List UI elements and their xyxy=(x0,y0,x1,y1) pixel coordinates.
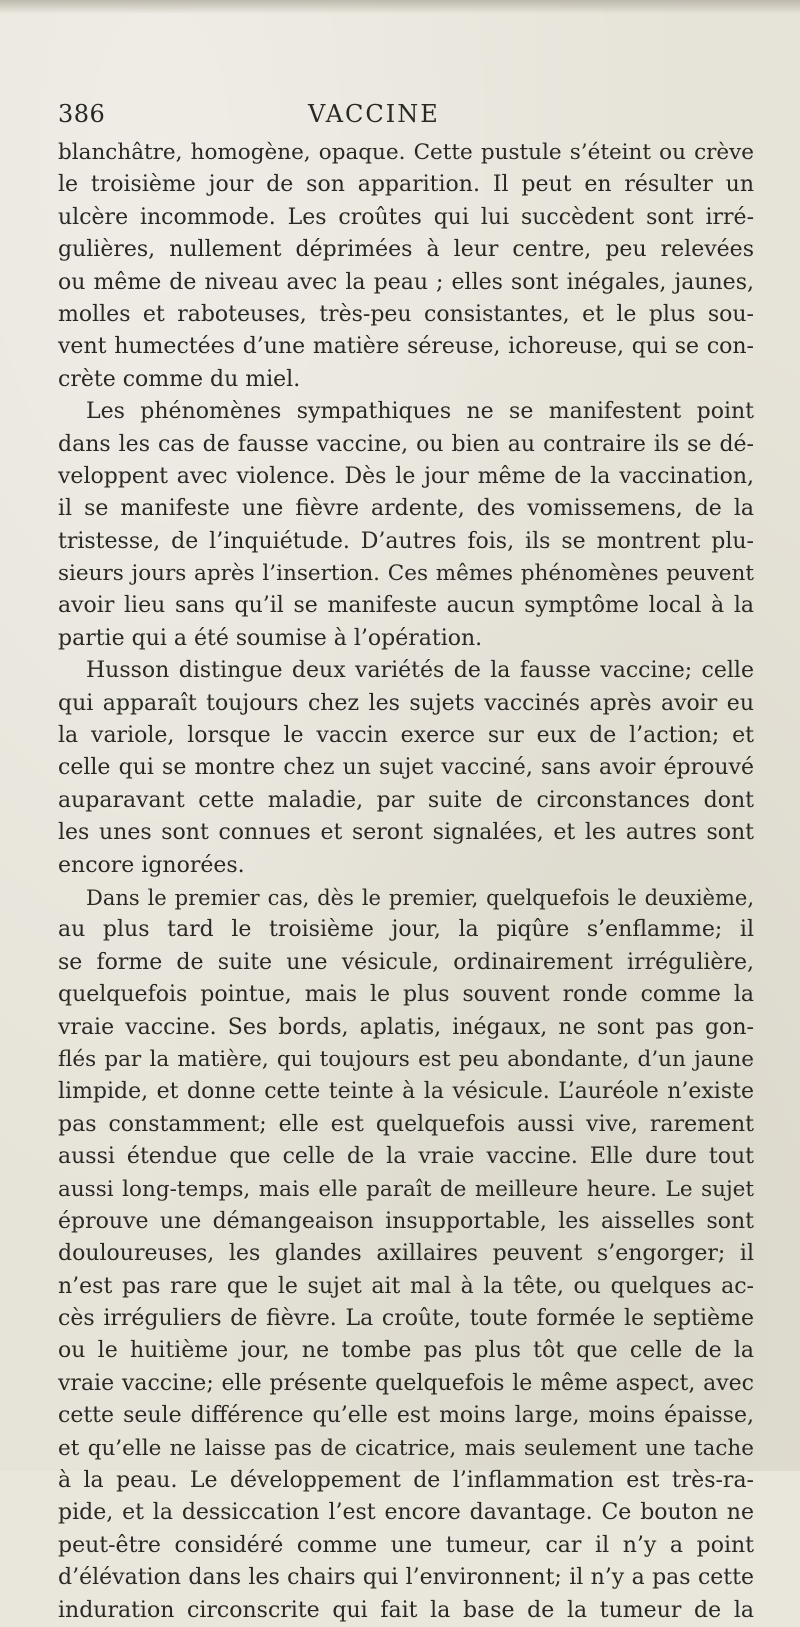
text-line: Husson distingue deux variétés de la fausse vaccine; celle xyxy=(86,658,754,684)
text-line: flés par la matière, qui toujours est peu abondante, d’un jaune xyxy=(58,1046,754,1072)
text-line: aussi long-temps, mais elle paraît de meilleure heure. Le sujet xyxy=(58,1176,754,1202)
text-line: au plus tard le troisième jour, la piqûre s’enflamme; il xyxy=(58,917,754,943)
text-line: quelquefois pointue, mais le plus souvent ronde comme la xyxy=(58,982,754,1008)
body-text xyxy=(58,137,754,1627)
text-line: celle qui se montre chez un sujet vacciné, sans avoir éprouvé xyxy=(58,755,754,781)
page-top-edge xyxy=(0,0,800,14)
page-number: 386 xyxy=(58,100,106,128)
text-line: tristesse, de l’inquiétude. D’autres fois, ils se montrent plu- xyxy=(58,528,754,554)
text-line: vraie vaccine. Ses bords, aplatis, inégaux, ne sont pas gon- xyxy=(58,1014,754,1040)
page-header xyxy=(58,100,748,134)
text-line: la variole, lorsque le vaccin exerce sur eux de l’action; et xyxy=(58,723,754,749)
text-line: dans les cas de fausse vaccine, ou bien au contraire ils se dé- xyxy=(58,431,754,457)
text-line: crète comme du miel. xyxy=(58,366,301,392)
text-line: pide, et la dessiccation l’est encore davantage. Ce bouton ne xyxy=(58,1500,754,1526)
text-line: le troisième jour de son apparition. Il peut en résulter un xyxy=(58,172,754,198)
text-line: éprouve une démangeaison insupportable, les aisselles sont xyxy=(58,1208,754,1234)
text-line: cès irréguliers de fièvre. La croûte, toute formée le septième xyxy=(58,1306,754,1332)
text-line: ulcère incommode. Les croûtes qui lui succèdent sont irré- xyxy=(58,204,754,230)
text-line: auparavant cette maladie, par suite de circonstances dont xyxy=(58,787,754,813)
text-line: pas constamment; elle est quelquefois aussi vive, rarement xyxy=(58,1111,754,1137)
text-line: vent humectées d’une matière séreuse, ichoreuse, qui se con- xyxy=(58,334,754,360)
text-line: ou le huitième jour, ne tombe pas plus tôt que celle de la xyxy=(58,1338,754,1364)
text-line: vraie vaccine; elle présente quelquefois le même aspect, avec xyxy=(58,1370,754,1396)
text-line: douloureuses, les glandes axillaires peuvent s’engorger; il xyxy=(58,1241,754,1267)
text-line: d’élévation dans les chairs qui l’environnent; il n’y a pas cette xyxy=(58,1565,754,1591)
text-line: aussi étendue que celle de la vraie vaccine. Elle dure tout xyxy=(58,1144,754,1170)
text-line: veloppent avec violence. Dès le jour même de la vaccination, xyxy=(58,463,754,489)
text-line: induration circonscrite qui fait la base de la tumeur de la xyxy=(58,1597,754,1623)
text-line: se forme de suite une vésicule, ordinairement irrégulière, xyxy=(58,949,754,975)
text-line: les unes sont connues et seront signalées, et les autres sont xyxy=(58,820,754,846)
text-line: n’est pas rare que le sujet ait mal à la tête, ou quelques ac- xyxy=(58,1273,754,1299)
text-line: à la peau. Le développement de l’inflammation est très-ra- xyxy=(58,1468,754,1494)
text-line: Dans le premier cas, dès le premier, quelquefois le deuxième, xyxy=(86,885,754,910)
text-line: sieurs jours après l’insertion. Ces mêmes phénomènes peuvent xyxy=(58,561,754,587)
running-title: VACCINE xyxy=(308,100,440,128)
text-line: il se manifeste une fièvre ardente, des vomissemens, de la xyxy=(58,496,754,522)
text-line: avoir lieu sans qu’il se manifeste aucun symptôme local à la xyxy=(58,593,754,619)
text-line: molles et raboteuses, très-peu consistantes, et le plus sou- xyxy=(58,301,754,327)
text-line: et qu’elle ne laisse pas de cicatrice, mais seulement une tache xyxy=(58,1435,754,1461)
text-line: cette seule différence qu’elle est moins large, moins épaisse, xyxy=(58,1403,754,1429)
text-line: limpide, et donne cette teinte à la vésicule. L’auréole n’existe xyxy=(58,1079,754,1105)
text-line: Les phénomènes sympathiques ne se manifestent point xyxy=(86,399,754,425)
text-line: blanchâtre, homogène, opaque. Cette pustule s’éteint ou crève xyxy=(58,140,754,165)
text-line: qui apparaît toujours chez les sujets vaccinés après avoir eu xyxy=(58,690,754,716)
text-line: gulières, nullement déprimées à leur centre, peu relevées xyxy=(58,237,754,263)
text-line: encore ignorées. xyxy=(58,852,245,878)
text-line: ou même de niveau avec la peau ; elles sont inégales, jaunes, xyxy=(58,269,754,295)
text-line: peut-être considéré comme une tumeur, car il n’y a point xyxy=(58,1532,754,1558)
text-line: partie qui a été soumise à l’opération. xyxy=(58,625,483,651)
